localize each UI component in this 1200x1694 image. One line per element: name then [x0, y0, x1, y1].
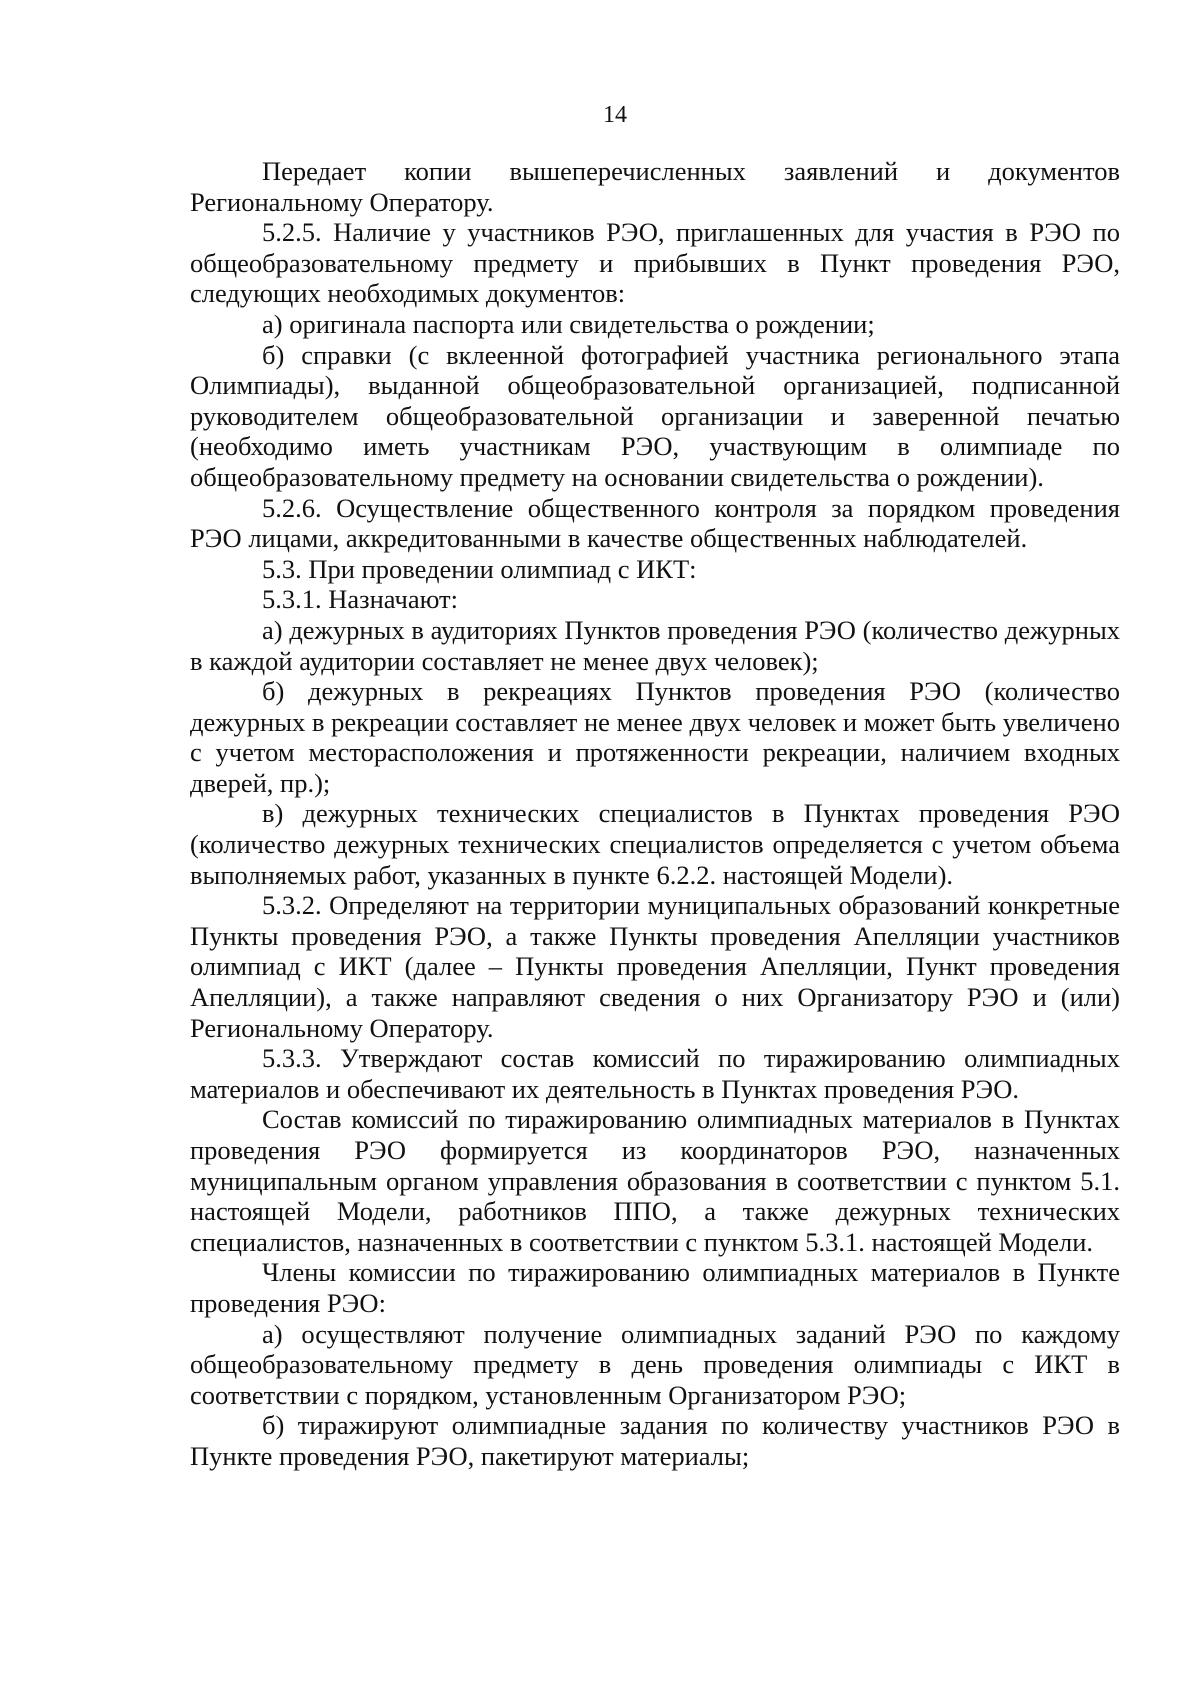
paragraph: 5.2.6. Осуществление общественного контроля за порядком проведения РЭО лицами, аккредитованными в качестве общественных наблюдателей.: [190, 492, 1120, 554]
paragraph: 5.3. При проведении олимпиад с ИКТ:: [262, 553, 697, 584]
paragraph: б) справки (с вклеенной фотографией участника регионального этапа Олимпиады), выданной общеобразовательной организацией, подписанной руководителем общеобразовательной организации и заверенной печатью (необходимо иметь участникам РЭО, участвующим в олимпиаде по общеобразовательному предмету на основании свидетельства о рождении).: [190, 339, 1120, 492]
paragraph: а) осуществляют получение олимпиадных заданий РЭО по каждому общеобразовательному предмету в день проведения олимпиады с ИКТ в соответствии с порядком, установленным Организатором РЭО;: [190, 1318, 1120, 1410]
paragraph: 5.3.1. Назначают:: [262, 584, 458, 615]
paragraph: Состав комиссий по тиражированию олимпиадных материалов в Пунктах проведения РЭО формируется из координаторов РЭО, назначенных муниципальным органом управления образования в соответствии с пунктом 5.1. настоящей Модели, работников ППО, а также дежурных технических специалистов, назначенных в соответствии с пунктом 5.3.1. настоящей Модели.: [190, 1104, 1120, 1257]
paragraph: а) дежурных в аудиториях Пунктов проведения РЭО (количество дежурных в каждой аудитории составляет не менее двух человек);: [190, 614, 1120, 676]
paragraph: Члены комиссии по тиражированию олимпиадных материалов в Пункте проведения РЭО:: [190, 1257, 1120, 1318]
paragraph: Передает копии вышеперечисленных заявлений и документов Региональному Оператору.: [190, 156, 1120, 217]
paragraph: б) дежурных в рекреациях Пунктов проведения РЭО (количество дежурных в рекреации составляет не менее двух человек и может быть увеличено с учетом месторасположения и протяженности рекреации, наличием входных дверей, пр.);: [190, 676, 1120, 798]
paragraph: 5.3.3. Утверждают состав комиссий по тиражированию олимпиадных материалов и обеспечивают их деятельность в Пунктах проведения РЭО.: [190, 1043, 1120, 1104]
paragraph: б) тиражируют олимпиадные задания по количеству участников РЭО в Пункте проведения РЭО, пакетируют материалы;: [190, 1410, 1120, 1471]
document-body: [190, 156, 1120, 1472]
page-number: 14: [603, 102, 627, 128]
paragraph: в) дежурных технических специалистов в Пунктах проведения РЭО (количество дежурных технических специалистов определяется с учетом объема выполняемых работ, указанных в пункте 6.2.2. настоящей Модели).: [190, 798, 1120, 890]
paragraph: 5.2.5. Наличие у участников РЭО, приглашенных для участия в РЭО по общеобразовательному предмету и прибывших в Пункт проведения РЭО, следующих необходимых документов:: [190, 217, 1120, 309]
paragraph: 5.3.2. Определяют на территории муниципальных образований конкретные Пункты проведения РЭО, а также Пункты проведения Апелляции участников олимпиад с ИКТ (далее – Пункты проведения Апелляции, Пункт проведения Апелляции), а также направляют сведения о них Организатору РЭО и (или) Региональному Оператору.: [190, 890, 1120, 1043]
paragraph: а) оригинала паспорта или свидетельства о рождении;: [262, 308, 875, 339]
